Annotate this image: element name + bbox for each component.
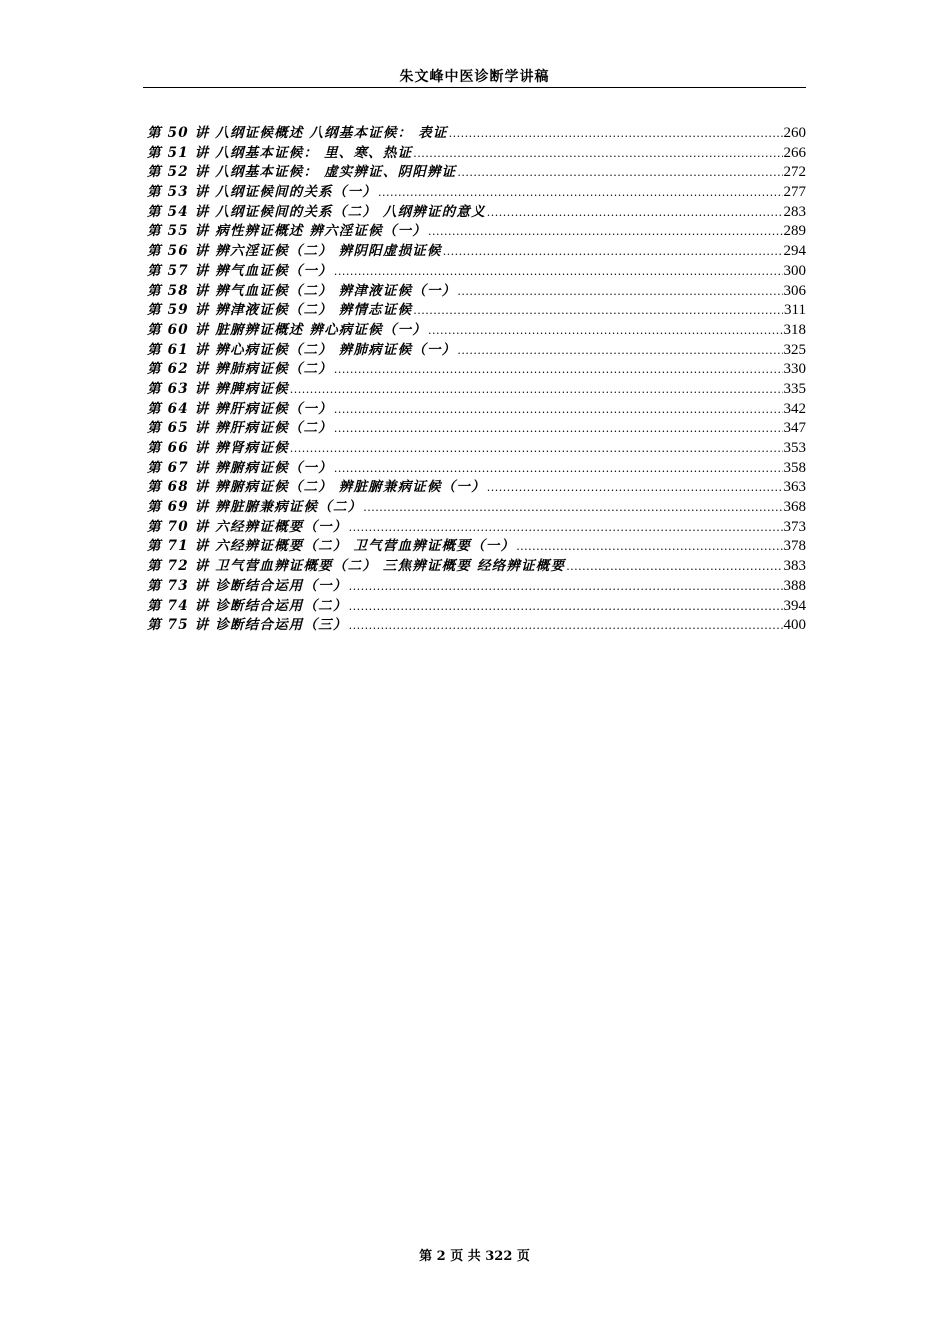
toc-entry[interactable] bbox=[147, 183, 806, 203]
toc-entry[interactable] bbox=[147, 242, 806, 262]
toc-entry-page-number: 383 bbox=[783, 558, 806, 575]
toc-dot-leader bbox=[334, 459, 783, 479]
toc-entry[interactable] bbox=[147, 439, 806, 459]
toc-entry[interactable] bbox=[147, 597, 806, 617]
toc-entry[interactable] bbox=[147, 341, 806, 361]
toc-entry-page-number: 394 bbox=[783, 597, 806, 614]
toc-entry-page-number: 363 bbox=[783, 479, 806, 496]
toc-entry[interactable] bbox=[147, 400, 806, 420]
page-header-title: 朱文峰中医诊断学讲稿 bbox=[399, 69, 550, 85]
toc-entry-page-number: 289 bbox=[783, 223, 806, 240]
toc-entry-page-number: 373 bbox=[783, 518, 806, 535]
toc-dot-leader bbox=[428, 222, 783, 242]
toc-entry-page-number: 300 bbox=[783, 262, 806, 279]
toc-entry-title: 第 71 讲 六经辨证概要（二） 卫气营血辨证概要（一） bbox=[147, 538, 516, 555]
toc-dot-leader bbox=[413, 301, 783, 321]
toc-entry-page-number: 272 bbox=[783, 164, 806, 181]
toc-entry[interactable] bbox=[147, 262, 806, 282]
toc-entry[interactable] bbox=[147, 282, 806, 302]
toc-dot-leader bbox=[449, 124, 783, 144]
table-of-contents bbox=[147, 124, 806, 636]
toc-entry[interactable] bbox=[147, 301, 806, 321]
toc-entry[interactable] bbox=[147, 203, 806, 223]
toc-dot-leader bbox=[349, 597, 783, 617]
toc-entry-page-number: 358 bbox=[783, 459, 806, 476]
toc-dot-leader bbox=[349, 616, 783, 636]
toc-dot-leader bbox=[378, 183, 783, 203]
toc-entry-title: 第 55 讲 病性辨证概述 辨六淫证候（一） bbox=[147, 223, 427, 240]
toc-entry-title: 第 69 讲 辨脏腑兼病证候（二） bbox=[147, 499, 363, 516]
toc-dot-leader bbox=[457, 341, 782, 361]
toc-entry-page-number: 342 bbox=[783, 400, 806, 417]
toc-entry-title: 第 72 讲 卫气营血辨证概要（二） 三焦辨证概要 经络辨证概要 bbox=[147, 558, 566, 575]
toc-entry-title: 第 54 讲 八纲证候间的关系（二） 八纲辨证的意义 bbox=[147, 203, 486, 220]
toc-entry[interactable] bbox=[147, 537, 806, 557]
toc-entry[interactable] bbox=[147, 616, 806, 636]
toc-entry[interactable] bbox=[147, 577, 806, 597]
toc-entry-page-number: 318 bbox=[783, 321, 806, 338]
toc-entry[interactable] bbox=[147, 557, 806, 577]
toc-entry-page-number: 294 bbox=[783, 243, 806, 260]
toc-entry-title: 第 68 讲 辨腑病证候（二） 辨脏腑兼病证候（一） bbox=[147, 479, 486, 496]
toc-entry-title: 第 67 讲 辨腑病证候（一） bbox=[147, 459, 333, 476]
toc-entry[interactable] bbox=[147, 144, 806, 164]
toc-entry[interactable] bbox=[147, 419, 806, 439]
toc-dot-leader bbox=[487, 478, 783, 498]
toc-entry-title: 第 73 讲 诊断结合运用（一） bbox=[147, 577, 348, 594]
toc-entry[interactable] bbox=[147, 124, 806, 144]
toc-entry-title: 第 63 讲 辨脾病证候 bbox=[147, 380, 289, 397]
toc-entry-page-number: 277 bbox=[783, 184, 806, 201]
toc-entry[interactable] bbox=[147, 498, 806, 518]
toc-entry[interactable] bbox=[147, 459, 806, 479]
toc-entry[interactable] bbox=[147, 478, 806, 498]
toc-dot-leader bbox=[487, 203, 783, 223]
toc-entry-title: 第 66 讲 辨肾病证候 bbox=[147, 440, 289, 456]
toc-dot-leader bbox=[516, 537, 782, 557]
toc-dot-leader bbox=[290, 380, 783, 400]
toc-dot-leader bbox=[457, 282, 782, 302]
toc-entry-title: 第 60 讲 脏腑辨证概述 辨心病证候（一） bbox=[147, 321, 427, 338]
toc-dot-leader bbox=[413, 144, 782, 164]
toc-dot-leader bbox=[349, 518, 783, 538]
toc-dot-leader bbox=[363, 498, 782, 518]
toc-dot-leader bbox=[457, 163, 782, 183]
toc-entry[interactable] bbox=[147, 222, 806, 242]
toc-dot-leader bbox=[334, 419, 783, 439]
toc-entry-title: 第 58 讲 辨气血证候（二） 辨津液证候（一） bbox=[147, 282, 457, 299]
toc-entry[interactable] bbox=[147, 321, 806, 341]
toc-dot-leader bbox=[334, 400, 783, 420]
toc-entry-title: 第 74 讲 诊断结合运用（二） bbox=[147, 597, 348, 614]
toc-entry-title: 第 75 讲 诊断结合运用（三） bbox=[147, 617, 348, 634]
toc-entry-title: 第 65 讲 辨肝病证候（二） bbox=[147, 420, 333, 437]
toc-entry-page-number: 311 bbox=[784, 302, 806, 319]
toc-entry-title: 第 56 讲 辨六淫证候（二） 辨阴阳虚损证候 bbox=[147, 243, 442, 260]
toc-entry-page-number: 368 bbox=[783, 499, 806, 516]
toc-entry-page-number: 330 bbox=[783, 361, 806, 378]
toc-entry-title: 第 70 讲 六经辨证概要（一） bbox=[147, 518, 348, 535]
toc-entry-title: 第 53 讲 八纲证候间的关系（一） bbox=[147, 184, 377, 201]
toc-entry-page-number: 283 bbox=[783, 203, 806, 220]
toc-entry-page-number: 347 bbox=[783, 420, 806, 437]
toc-entry-page-number: 306 bbox=[783, 282, 806, 299]
toc-entry[interactable] bbox=[147, 380, 806, 400]
toc-dot-leader bbox=[334, 360, 783, 380]
toc-entry-title: 第 64 讲 辨肝病证候（一） bbox=[147, 400, 333, 417]
toc-entry[interactable] bbox=[147, 518, 806, 538]
toc-entry-title: 第 51 讲 八纲基本证候： 里、寒、热证 bbox=[147, 144, 413, 161]
toc-dot-leader bbox=[349, 577, 783, 597]
toc-entry-page-number: 378 bbox=[783, 538, 806, 555]
toc-entry-page-number: 260 bbox=[783, 125, 806, 141]
toc-entry-page-number: 325 bbox=[783, 341, 806, 358]
toc-entry-title: 第 52 讲 八纲基本证候： 虚实辨证、阴阳辨证 bbox=[147, 164, 457, 181]
toc-entry-page-number: 400 bbox=[783, 617, 806, 634]
toc-entry-page-number: 266 bbox=[783, 144, 806, 161]
toc-entry-title: 第 61 讲 辨心病证候（二） 辨肺病证候（一） bbox=[147, 341, 457, 358]
toc-entry-title: 第 59 讲 辨津液证候（二） 辨情志证候 bbox=[147, 302, 413, 319]
toc-dot-leader bbox=[428, 321, 783, 341]
toc-entry[interactable] bbox=[147, 360, 806, 380]
page-footer: 第 2 页 共 322 页 bbox=[419, 1249, 530, 1264]
toc-entry-page-number: 335 bbox=[783, 380, 806, 397]
toc-entry-page-number: 388 bbox=[783, 577, 806, 594]
toc-dot-leader bbox=[290, 439, 783, 459]
toc-entry-title: 第 50 讲 八纲证候概述 八纲基本证候： 表证 bbox=[147, 125, 448, 141]
toc-dot-leader bbox=[334, 262, 783, 282]
header-divider bbox=[143, 87, 806, 88]
toc-entry-title: 第 57 讲 辨气血证候（一） bbox=[147, 262, 333, 279]
toc-entry-title: 第 62 讲 辨肺病证候（二） bbox=[147, 361, 333, 378]
toc-dot-leader bbox=[443, 242, 783, 262]
toc-entry[interactable] bbox=[147, 163, 806, 183]
toc-entry-page-number: 353 bbox=[783, 440, 806, 456]
toc-dot-leader bbox=[566, 557, 782, 577]
